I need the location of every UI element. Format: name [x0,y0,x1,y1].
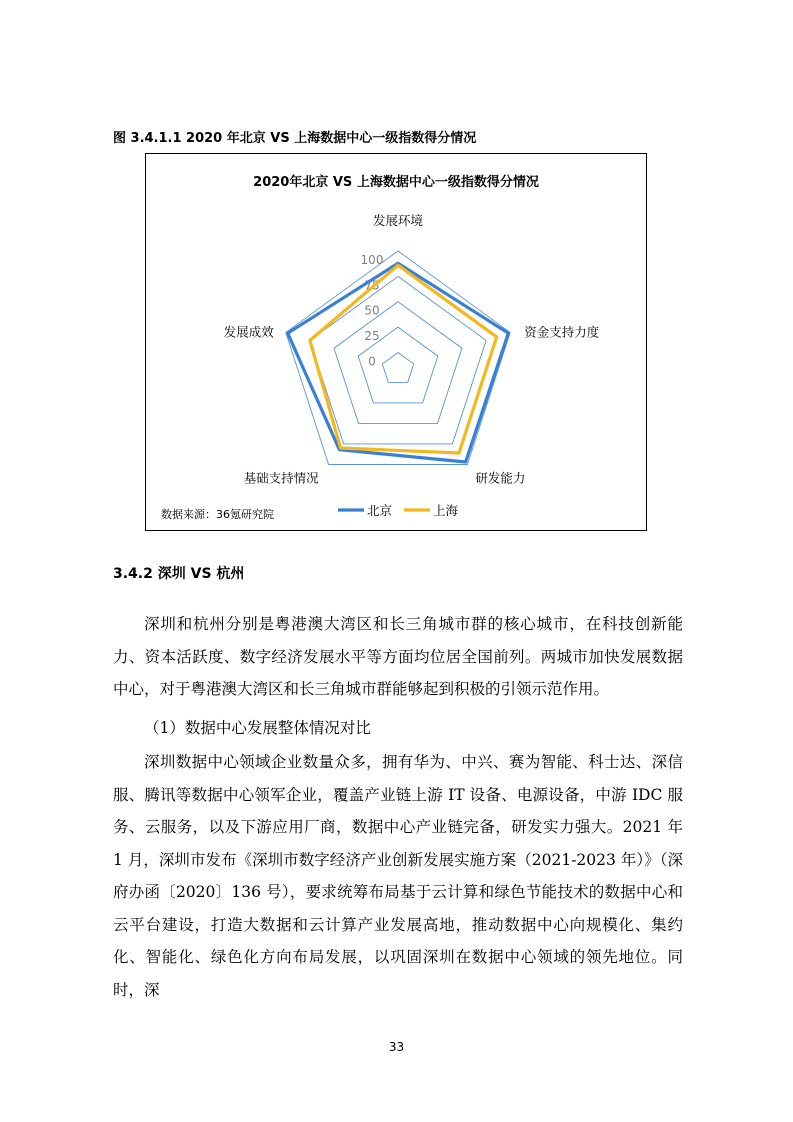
legend-label: 北京 [367,503,393,518]
axis-label: 发展成效 [223,324,274,340]
section-heading: 3.4.2 深圳 VS 杭州 [113,566,245,582]
figure-caption: 图 3.4.1.1 2020 年北京 VS 上海数据中心一级指数得分情况 [113,131,477,146]
tick-label: 25 [364,329,380,344]
tick-label: 0 [368,354,376,369]
page-number: 33 [388,1040,405,1054]
grid-ring [334,302,462,424]
chart-title: 2020年北京 VS 上海数据中心一级指数得分情况 [253,175,539,190]
grid-ring [382,353,413,383]
radar-chart-container [145,153,647,531]
data-source: 数据来源：36氪研究院 [161,508,274,521]
axis-label: 研发能力 [475,470,526,486]
axis-label: 基础支持情况 [243,470,319,486]
legend-label: 上海 [433,503,459,518]
paragraph-2: 深圳数据中心领域企业数量众多，拥有华为、中兴、赛为智能、科士达、深信服、腾讯等数据中心领军企业，覆盖产业链上游 IT 设备、电源设备，中游 IDC 服务、云服务，以及下游应用厂商，数据中心产业链完备，研发实力强大。2021 年 1 月，深圳市发布《深圳市数字经济产业创新发展实施方案（2021-2023 年）》（深府办函〔2020〕136 号），要求统筹布局基于云计算和绿色节能技术的数据中心和云平台建设，打造大数据和云计算产业发展高地，推动数据中心向规模化、集约化、智能化、绿色化方向布局发展，以巩固深圳在数据中心领域的领先地位。同时，深 [113,753,683,999]
tick-label: 100 [360,253,384,267]
axis-label: 资金支持力度 [524,324,600,340]
axis-label: 发展环境 [372,213,424,228]
sub-heading: （1）数据中心发展整体情况对比 [144,719,371,737]
series-line-beijing [288,263,509,462]
tick-label: 75 [364,278,380,293]
paragraph-1: 深圳和杭州分别是粤港澳大湾区和长三角城市群的核心城市，在科技创新能力、资本活跃度、数字经济发展水平等方面均位居全国前列。两城市加快发展数据中心，对于粤港澳大湾区和长三角城市群能够起到积极的引领示范作用。 [113,615,683,698]
tick-label: 50 [364,303,380,318]
radar-chart [146,154,646,530]
